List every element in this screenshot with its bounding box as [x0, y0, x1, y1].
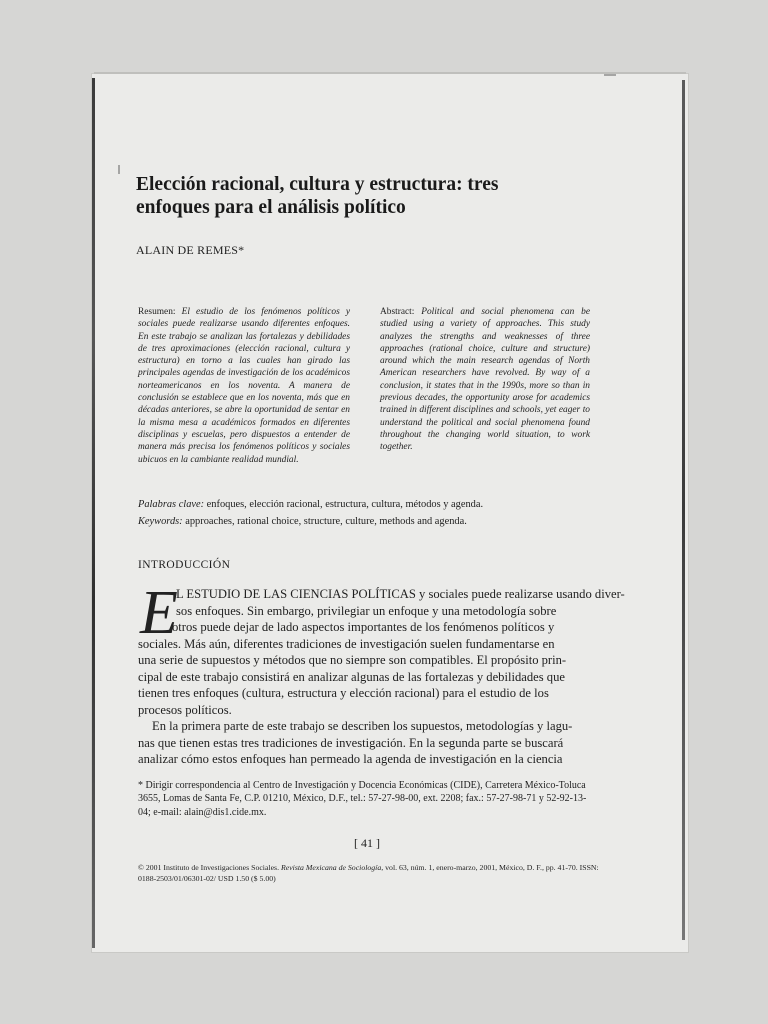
footnote: * Dirigir correspondencia al Centro de Investigación y Docencia Económicas (CIDE), Carretera México-Toluca 3655, Lomas de Santa Fe, C.P. 01210, México, D.F., tel.: 57-27-98-00, ext. 2208; fax.: 57-27-98-71 y 52-92-13-04; e-mail: alain@dis1.cide.mx.: [138, 780, 587, 818]
page-left-edge: [92, 78, 95, 948]
abstract-english: [380, 306, 590, 454]
section-heading: INTRODUCCIÓN: [138, 559, 231, 571]
body-line: otros puede dejar de lado aspectos importantes de los fenómenos políticos y: [172, 620, 555, 634]
scan-mark: [604, 74, 616, 76]
abstract-spanish-text: El estudio de los fenómenos políticos y sociales puede realizarse usando diferentes enfoques. En este trabajo se analizan las fortalezas y debilidades de tres aproximaciones (elección racional, cultura y estructura) en torno a las cuales han girado las principales agendas de investigación de los académicos norteamericanos en los noventa. A manera de conclusión se establece que en los noventa, más que en décadas anteriores, se abre la oportunidad de sentar en la misma mesa a académicos formados en diferentes disciplinas y escuelas, pero dispuestos a entender de manera más precisa los fenómenos políticos y sociales ubicuos en la cambiante realidad mundial.: [138, 307, 351, 465]
introduction-body: [138, 586, 625, 768]
journal-name: Revista Mexicana de Sociología: [281, 863, 382, 872]
body-line: L ESTUDIO DE LAS CIENCIAS POLÍTICAS y sociales puede realizarse usando diver-: [176, 587, 625, 601]
copyright-prefix: © 2001 Instituto de Investigaciones Sociales.: [138, 863, 281, 872]
body-line: sociales. Más aún, diferentes tradiciones de investigación suelen fundamentarse en: [138, 636, 555, 651]
keywords-english-text: approaches, rational choice, structure, culture, methods and agenda.: [182, 516, 467, 527]
page-top-edge: [94, 72, 686, 74]
abstract-spanish: [138, 306, 350, 466]
body-line: analizar cómo estos enfoques han permeado la agenda de investigación en la ciencia: [138, 752, 563, 766]
body-line: una serie de supuestos y métodos que no siempre son compatibles. El propósito prin-: [138, 653, 567, 667]
body-line: cipal de este trabajo consistirá en analizar algunas de las fortalezas y debilidades que: [138, 669, 565, 684]
copyright-suffix: , vol. 63, núm. 1, enero-marzo, 2001, México, D. F., pp. 41-70. ISSN: 0188-2503/01/06301-02/ USD 1.50 ($ 5.00): [138, 863, 599, 883]
article-author: ALAIN DE REMES*: [136, 243, 245, 257]
abstract-english-label: Abstract:: [380, 307, 422, 317]
keywords-english-label: Keywords:: [138, 516, 183, 527]
body-line: En la primera parte de este trabajo se describen los supuestos, metodologías y lagu-: [152, 719, 573, 733]
page-number: [ 41 ]: [354, 836, 380, 850]
body-line: nas que tienen estas tres tradiciones de investigación. En la segunda parte se buscará: [138, 735, 564, 750]
article-title: Elección racional, cultura y estructura: tres enfoques para el análisis político: [136, 174, 499, 219]
drop-cap: E: [140, 579, 178, 647]
keywords-spanish-label: Palabras clave:: [138, 499, 205, 510]
scan-mark: [118, 165, 120, 174]
keywords-spanish-text: enfoques, elección racional, estructura, cultura, métodos y agenda.: [204, 499, 484, 510]
abstract-english-text: Political and social phenomena can be studied using a variety of approaches. This study analyzes the strengths and weaknesses of three approaches (rational choice, culture and structure) around which the main research agendas of North American researchers have revolved. By way of a conclusion, it states that in the 1990s, more so than in previous decades, the opportunity arose for academics trained in different disciplines and schools, yet eager to understand the political and social phenomena found throughout the changing world situation, to work together.: [380, 307, 590, 453]
body-line: procesos políticos.: [138, 702, 232, 717]
body-line: tienen tres enfoques (cultura, estructura y elección racional) para el estudio de los: [138, 686, 549, 700]
copyright-notice: [138, 863, 606, 885]
abstract-spanish-label: Resumen:: [138, 307, 182, 317]
keywords-spanish: [138, 496, 598, 513]
keywords-english: [138, 513, 598, 530]
body-line: sos enfoques. Sin embargo, privilegiar un enfoque y una metodología sobre: [176, 603, 557, 618]
keywords-block: [138, 496, 598, 530]
page-right-edge: [682, 80, 685, 940]
